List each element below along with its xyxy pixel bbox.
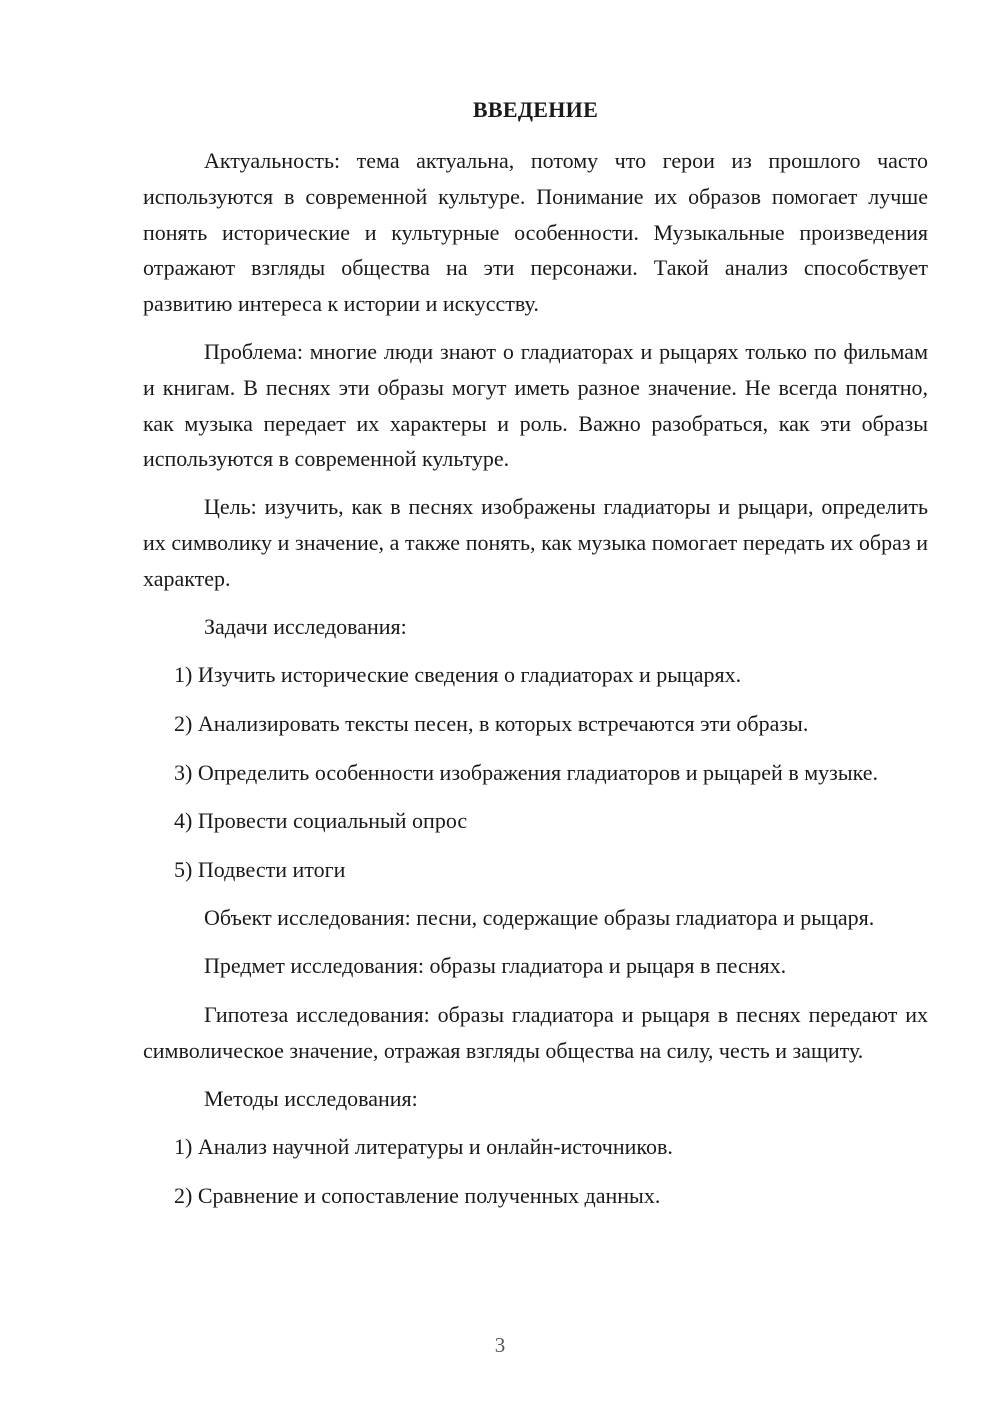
paragraph-subject: Предмет исследования: образы гладиатора и рыцаря в песнях. [204,953,787,979]
tasks-heading: Задачи исследования: [204,613,407,639]
task-item-4: 4) Провести социальный опрос [174,807,468,833]
task-item-5: 5) Подвести итоги [174,856,346,882]
method-item-1: 1) Анализ научной литературы и онлайн-источников. [174,1134,673,1160]
paragraph-relevance: Актуальность: тема актуальна, потому что герои из прошлого часто используются в современной культуре. Понимание их образов помогает лучше понять исторические и культурные особенности. Музыкальные произведения отражают взгляды общества на эти персонажи. Такой анализ способствует развитию интереса к истории и искусству. [143,148,928,317]
paragraph-problem: Проблема: многие люди знают о гладиаторах и рыцарях только по фильмам и книгам. В песнях эти образы могут иметь разное значение. Не всегда понятно, как музыка передает их характеры и роль. Важно разобраться, как эти образы используются в современной культуре. [143,338,928,472]
paragraph-goal: Цель: изучить, как в песнях изображены гладиаторы и рыцари, определить их символику и значение, а также понять, как музыка помогает передать их образ и характер. [143,494,928,591]
paragraph-hypothesis: Гипотеза исследования: образы гладиатора и рыцаря в песнях передают их символическое значение, отражая взгляды общества на силу, честь и защиту. [143,1001,928,1063]
page-number: 3 [494,1333,506,1357]
methods-heading: Методы исследования: [204,1085,418,1111]
task-item-3: 3) Определить особенности изображения гладиаторов и рыцарей в музыке. [174,759,879,785]
task-item-1: 1) Изучить исторические сведения о гладиаторах и рыцарях. [174,662,742,688]
document-body [143,143,928,1227]
page-title: ВВЕДЕНИЕ [472,97,599,122]
method-item-2: 2) Сравнение и сопоставление полученных данных. [174,1183,661,1209]
paragraph-object: Объект исследования: песни, содержащие образы гладиатора и рыцаря. [204,905,875,931]
task-item-2: 2) Анализировать тексты песен, в которых встречаются эти образы. [174,711,809,737]
